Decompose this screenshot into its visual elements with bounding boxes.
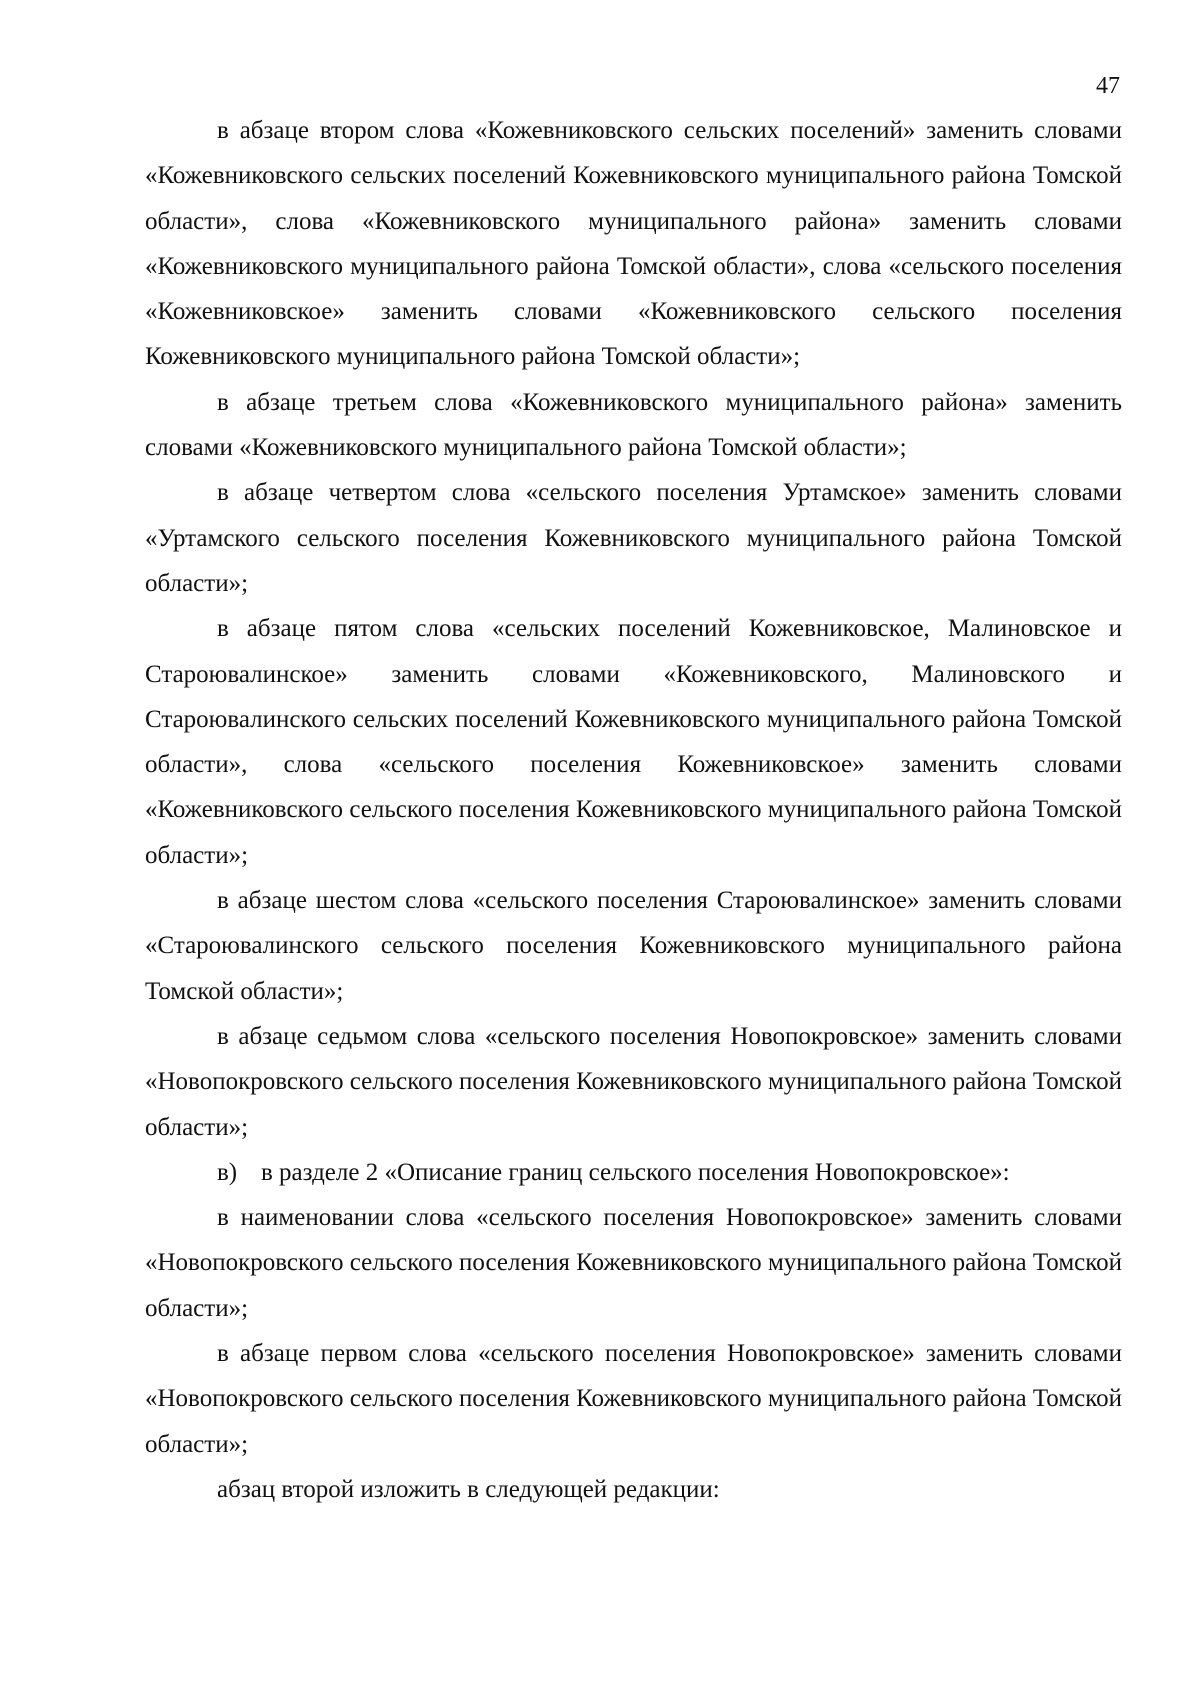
document-body (145, 108, 1122, 1512)
paragraph-1: в абзаце втором слова «Кожевниковского сельских поселений» заменить словами «Кожевниковского сельских поселений Кожевниковского муниципального района Томской области», слова «Кожевниковского муниципального района» заменить словами «Кожевниковского муниципального района Томской области», слова «сельского поселения «Кожевниковское» заменить словами «Кожевниковского сельского поселения Кожевниковского муниципального района Томской области»; (145, 117, 1122, 371)
list-item-v (145, 1150, 1122, 1195)
paragraph-5: в абзаце шестом слова «сельского поселения Староювалинское» заменить словами «Староювалинского сельского поселения Кожевниковского муниципального района Томской области»; (145, 887, 1122, 1005)
paragraph-9: абзац второй изложить в следующей редакции: (217, 1475, 720, 1503)
list-item-text: в разделе 2 «Описание границ сельского поселения Новопокровское»: (261, 1158, 1010, 1186)
paragraph-3: в абзаце четвертом слова «сельского поселения Уртамское» заменить словами «Уртамского сельского поселения Кожевниковского муниципального района Томской области»; (145, 479, 1122, 597)
paragraph-8: в абзаце первом слова «сельского поселения Новопокровское» заменить словами «Новопокровского сельского поселения Кожевниковского муниципального района Томской области»; (145, 1340, 1122, 1458)
paragraph-7: в наименовании слова «сельского поселения Новопокровское» заменить словами «Новопокровского сельского поселения Кожевниковского муниципального района Томской области»; (145, 1204, 1122, 1322)
paragraph-2: в абзаце третьем слова «Кожевниковского муниципального района» заменить словами «Кожевниковского муниципального района Томской области»; (145, 388, 1122, 462)
page-number: 47 (1096, 73, 1120, 99)
paragraph-4: в абзаце пятом слова «сельских поселений Кожевниковское, Малиновское и Староювалинское» заменить словами «Кожевниковского, Малиновского и Староювалинского сельских поселений Кожевниковского муниципального района Томской области», слова «сельского поселения Кожевниковское» заменить словами «Кожевниковского сельского поселения Кожевниковского муниципального района Томской области»; (145, 615, 1122, 869)
paragraph-6: в абзаце седьмом слова «сельского поселения Новопокровское» заменить словами «Новопокровского сельского поселения Кожевниковского муниципального района Томской области»; (145, 1022, 1122, 1141)
list-marker: в) (217, 1158, 238, 1186)
